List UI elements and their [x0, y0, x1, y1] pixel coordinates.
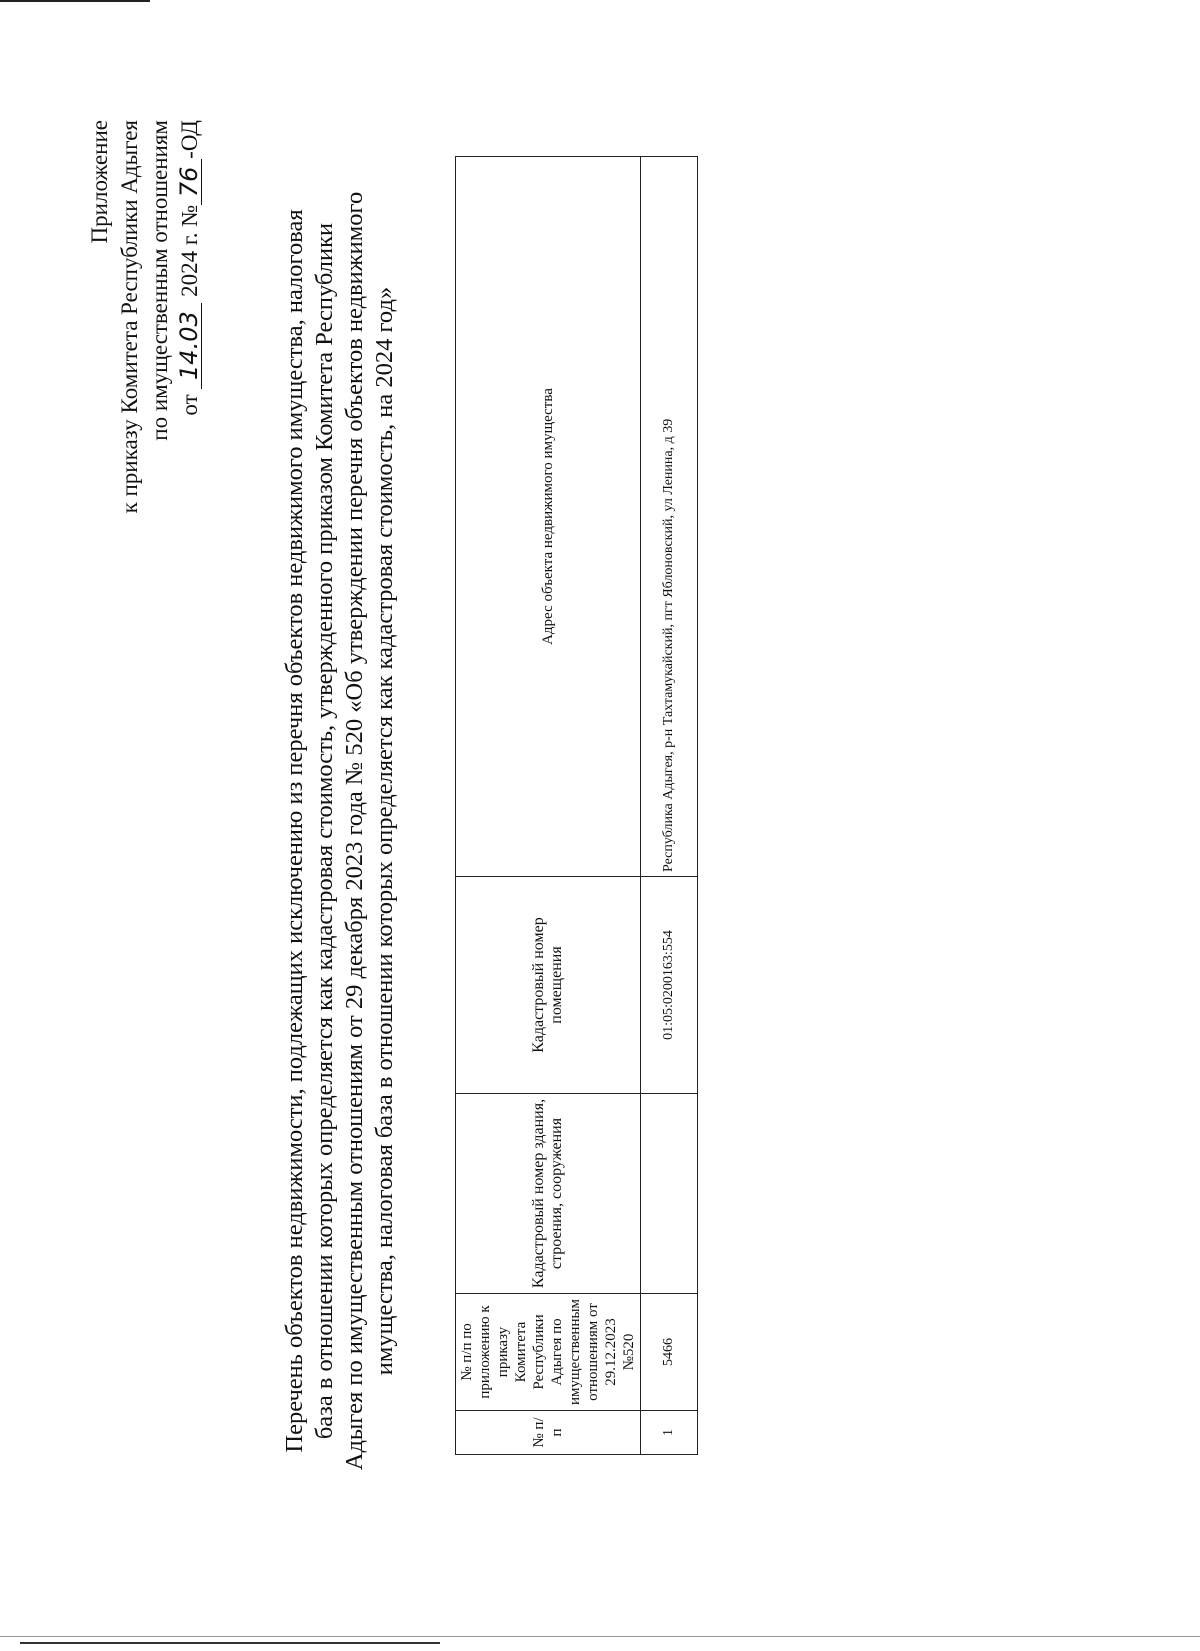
header-ref: № п/п по приложению к приказу Комитета Республики Адыгея по имущественным отношениям от 29.12.2023 №520 [456, 1294, 641, 1411]
appendix-order-ref: к приказу Комитета Республики Адыгея [117, 120, 142, 514]
cell-room-cadastral: 01:05:0200163:554 [641, 877, 698, 1094]
table-header-row [456, 157, 641, 1455]
header-address: Адрес объекта недвижимого имущества [456, 157, 641, 877]
document-title [280, 161, 400, 1501]
cell-address: Республика Адыгея, р-н Тахтамукайский, пгт Яблоновский, ул Ленина, д 39 [641, 157, 698, 877]
header-room-cadastral: Кадастровый номер помещения [456, 877, 641, 1094]
title-line-3: Адыгея по имущественным отношениям от 29 декабря 2023 года № 520 «Об утверждении перечня объектов недвижимого [341, 191, 368, 1471]
appendix-suffix: -ОД [177, 120, 202, 159]
title-line-2: база в отношении которых определяется как кадастровая стоимость, утвержденного приказом Комитета Республики [311, 222, 338, 1440]
appendix-header [85, 120, 205, 513]
cell-num: 1 [641, 1411, 698, 1455]
appendix-date-prefix: от [177, 394, 202, 416]
cell-ref: 5466 [641, 1294, 698, 1411]
table-row [641, 157, 698, 1455]
property-table [455, 156, 698, 1455]
title-line-4: имущества, налоговая база в отношении которых определяется как кадастровая стоимость, на 2024 год» [371, 286, 398, 1376]
cell-building-cadastral [641, 1094, 698, 1294]
handwritten-order-number: 76 [177, 159, 202, 205]
appendix-committee: по имущественным отношениям [147, 120, 172, 441]
handwritten-date: 14.03 [177, 303, 202, 389]
appendix-title: Приложение [87, 120, 112, 244]
appendix-year-text: 2024 г. № [177, 204, 202, 297]
header-num: № п/п [456, 1411, 641, 1455]
header-building-cadastral: Кадастровый номер здания, строения, сооружения [456, 1094, 641, 1294]
title-line-1: Перечень объектов недвижимости, подлежащих исключению из перечня объектов недвижимого имущества, налоговая [281, 209, 308, 1453]
appendix-date-line [175, 120, 205, 513]
